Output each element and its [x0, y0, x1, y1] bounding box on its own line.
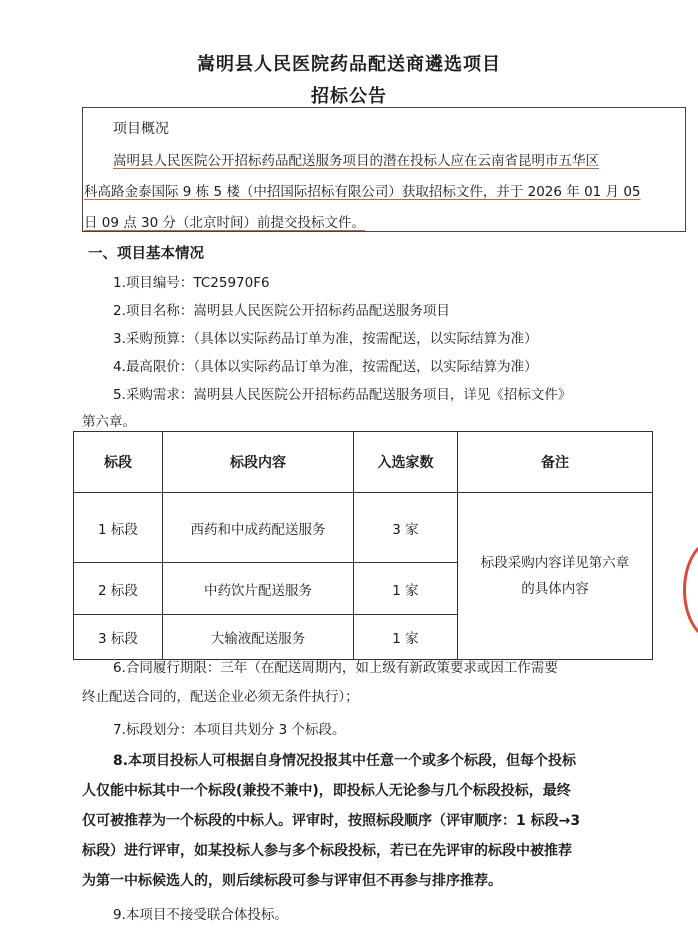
- header-count: 入选家数: [354, 432, 458, 493]
- cell-content: 大输液配送服务: [163, 615, 354, 660]
- section-heading: 一、项目基本情况: [88, 246, 204, 262]
- item-project-number: 1.项目编号：TC25970F6: [113, 275, 270, 291]
- overview-heading: 项目概况: [113, 121, 169, 137]
- item-project-name: 2.项目名称：嵩明县人民医院公开招标药品配送服务项目: [113, 303, 450, 319]
- item-lot-division: 7.标段划分：本项目共划分 3 个标段。: [113, 722, 346, 738]
- cell-count: 1 家: [354, 563, 458, 615]
- overview-line-1: 嵩明县人民医院公开招标药品配送服务项目的潜在投标人应在云南省昆明市五华区: [113, 153, 599, 169]
- item-bid-rules-5: 为第一中标候选人的，则后续标段可参与评审但不再参与排序推荐。: [82, 873, 502, 889]
- item-contract-term-cont: 终止配送合同的，配送企业必须无条件执行）；: [82, 689, 359, 705]
- cell-lot: 3 标段: [74, 615, 163, 660]
- document-title: 嵩明县人民医院药品配送商遴选项目: [197, 54, 501, 75]
- header-lot: 标段: [74, 432, 163, 493]
- cell-remark: [458, 493, 653, 660]
- cell-count: 1 家: [354, 615, 458, 660]
- item-budget: 3.采购预算：（具体以实际药品订单为准，按需配送，以实际结算为准）: [113, 331, 538, 347]
- item-bid-rules-2: 人仅能中标其中一个标段(兼投不兼中)，即投标人无论参与几个标段投标，最终: [82, 783, 571, 799]
- cell-lot: 2 标段: [74, 563, 163, 615]
- header-content: 标段内容: [163, 432, 354, 493]
- table-header-row: [74, 432, 653, 493]
- item-requirements-cont: 第六章。: [82, 414, 136, 430]
- item-no-consortium: 9.本项目不接受联合体投标。: [113, 907, 288, 923]
- cell-lot: 1 标段: [74, 493, 163, 563]
- lots-table: [73, 431, 653, 660]
- overview-line-3: 日 09 点 30 分（北京时间）前提交投标文件。: [84, 215, 366, 231]
- item-bid-rules-3: 仅可被推荐为一个标段的中标人。评审时，按照标段顺序（评审顺序：1 标段→3: [82, 813, 581, 829]
- red-seal-stamp: [683, 540, 698, 640]
- cell-content: 中药饮片配送服务: [163, 563, 354, 615]
- item-bid-rules-1: 8.本项目投标人可根据自身情况投报其中任意一个或多个标段，但每个投标: [113, 753, 577, 769]
- header-remark: 备注: [458, 432, 653, 493]
- item-bid-rules-4: 标段）进行评审，如某投标人参与多个标段投标，若已在先评审的标段中被推荐: [82, 843, 572, 859]
- overview-line-2: 科高路金泰国际 9 栋 5 楼（中招国际招标有限公司）获取招标文件，并于 2026 年 01 月 05: [84, 184, 641, 200]
- cell-count: 3 家: [354, 493, 458, 563]
- item-contract-term: 6.合同履行期限：三年（在配送周期内，如上级有新政策要求或因工作需要: [113, 660, 558, 676]
- item-requirements: 5.采购需求：嵩明县人民医院公开招标药品配送服务项目，详见《招标文件》: [113, 387, 572, 403]
- table-row: [74, 493, 653, 563]
- cell-content: 西药和中成药配送服务: [163, 493, 354, 563]
- remark-line-2: 的具体内容: [521, 581, 589, 597]
- remark-line-1: 标段采购内容详见第六章: [480, 555, 630, 571]
- item-max-price: 4.最高限价：（具体以实际药品订单为准，按需配送，以实际结算为准）: [113, 359, 538, 375]
- document-subtitle: 招标公告: [311, 86, 387, 107]
